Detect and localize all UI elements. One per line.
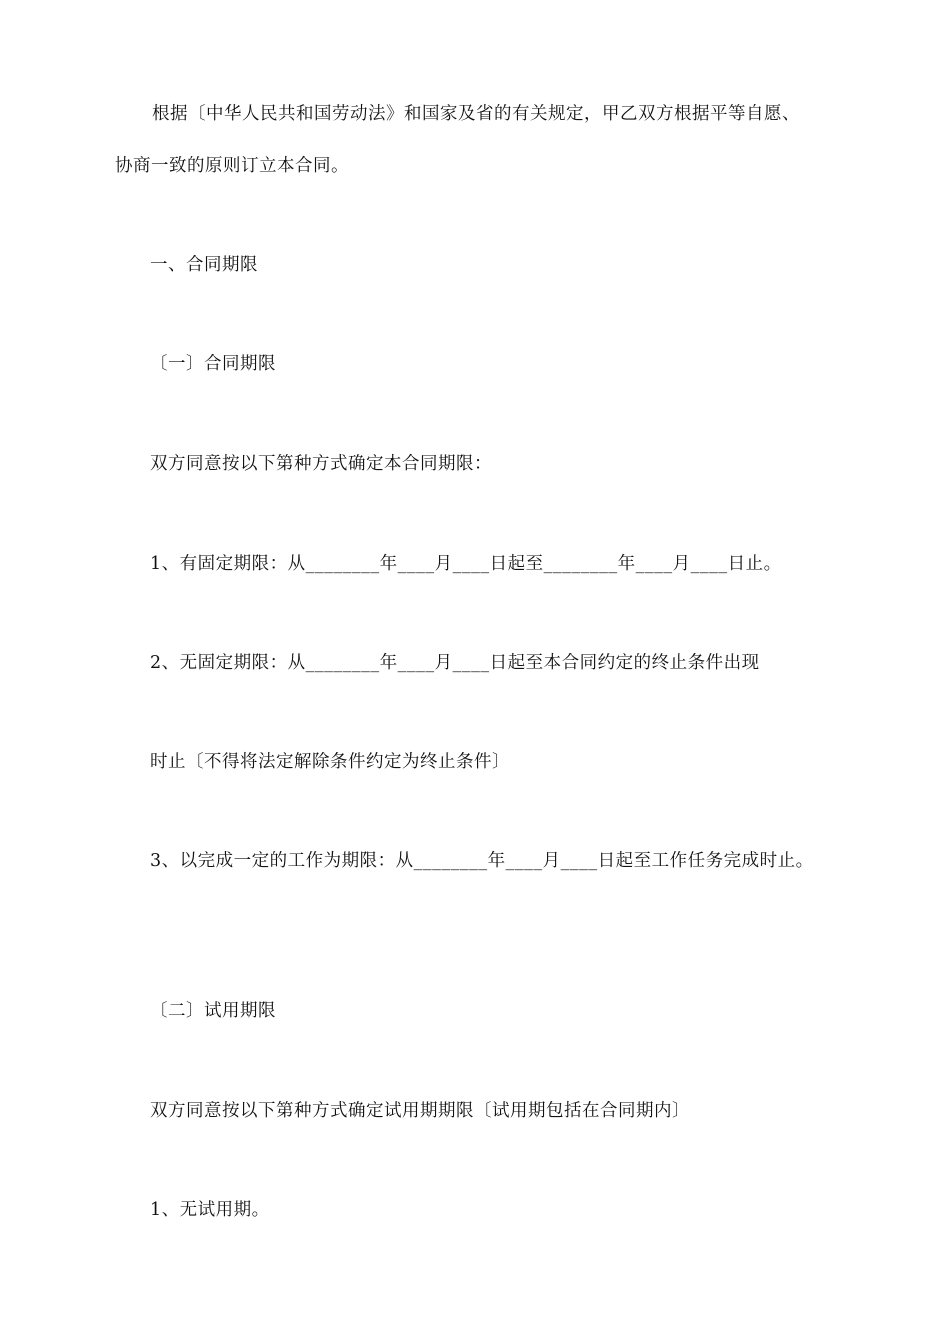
probation-intro: 双方同意按以下第种方式确定试用期期限〔试用期包括在合同期内〕 bbox=[150, 1101, 690, 1121]
intro-paragraph-line-2: 协商一致的原则订立本合同。 bbox=[115, 156, 349, 176]
intro-paragraph-line-1: 根据〔中华人民共和国劳动法》和国家及省的有关规定，甲乙双方根据平等自愿、 bbox=[152, 104, 800, 124]
fixed-term-clause: 1、有固定期限：从________年____月____日起至________年____月____日止。 bbox=[150, 554, 782, 574]
subsection-heading-probation: 〔二〕试用期限 bbox=[150, 1001, 276, 1021]
open-term-clause-line-2: 时止〔不得将法定解除条件约定为终止条件〕 bbox=[150, 752, 510, 772]
task-term-clause: 3、以完成一定的工作为期限：从________年____月____日起至工作任务完成时止。 bbox=[150, 851, 814, 871]
section-heading-contract-term: 一、合同期限 bbox=[150, 255, 258, 275]
contract-term-intro: 双方同意按以下第种方式确定本合同期限： bbox=[150, 454, 492, 474]
subsection-heading-contract-term: 〔一〕合同期限 bbox=[150, 354, 276, 374]
open-term-clause-line-1: 2、无固定期限：从________年____月____日起至本合同约定的终止条件出现 bbox=[150, 653, 760, 673]
no-probation-clause: 1、无试用期。 bbox=[150, 1200, 270, 1220]
